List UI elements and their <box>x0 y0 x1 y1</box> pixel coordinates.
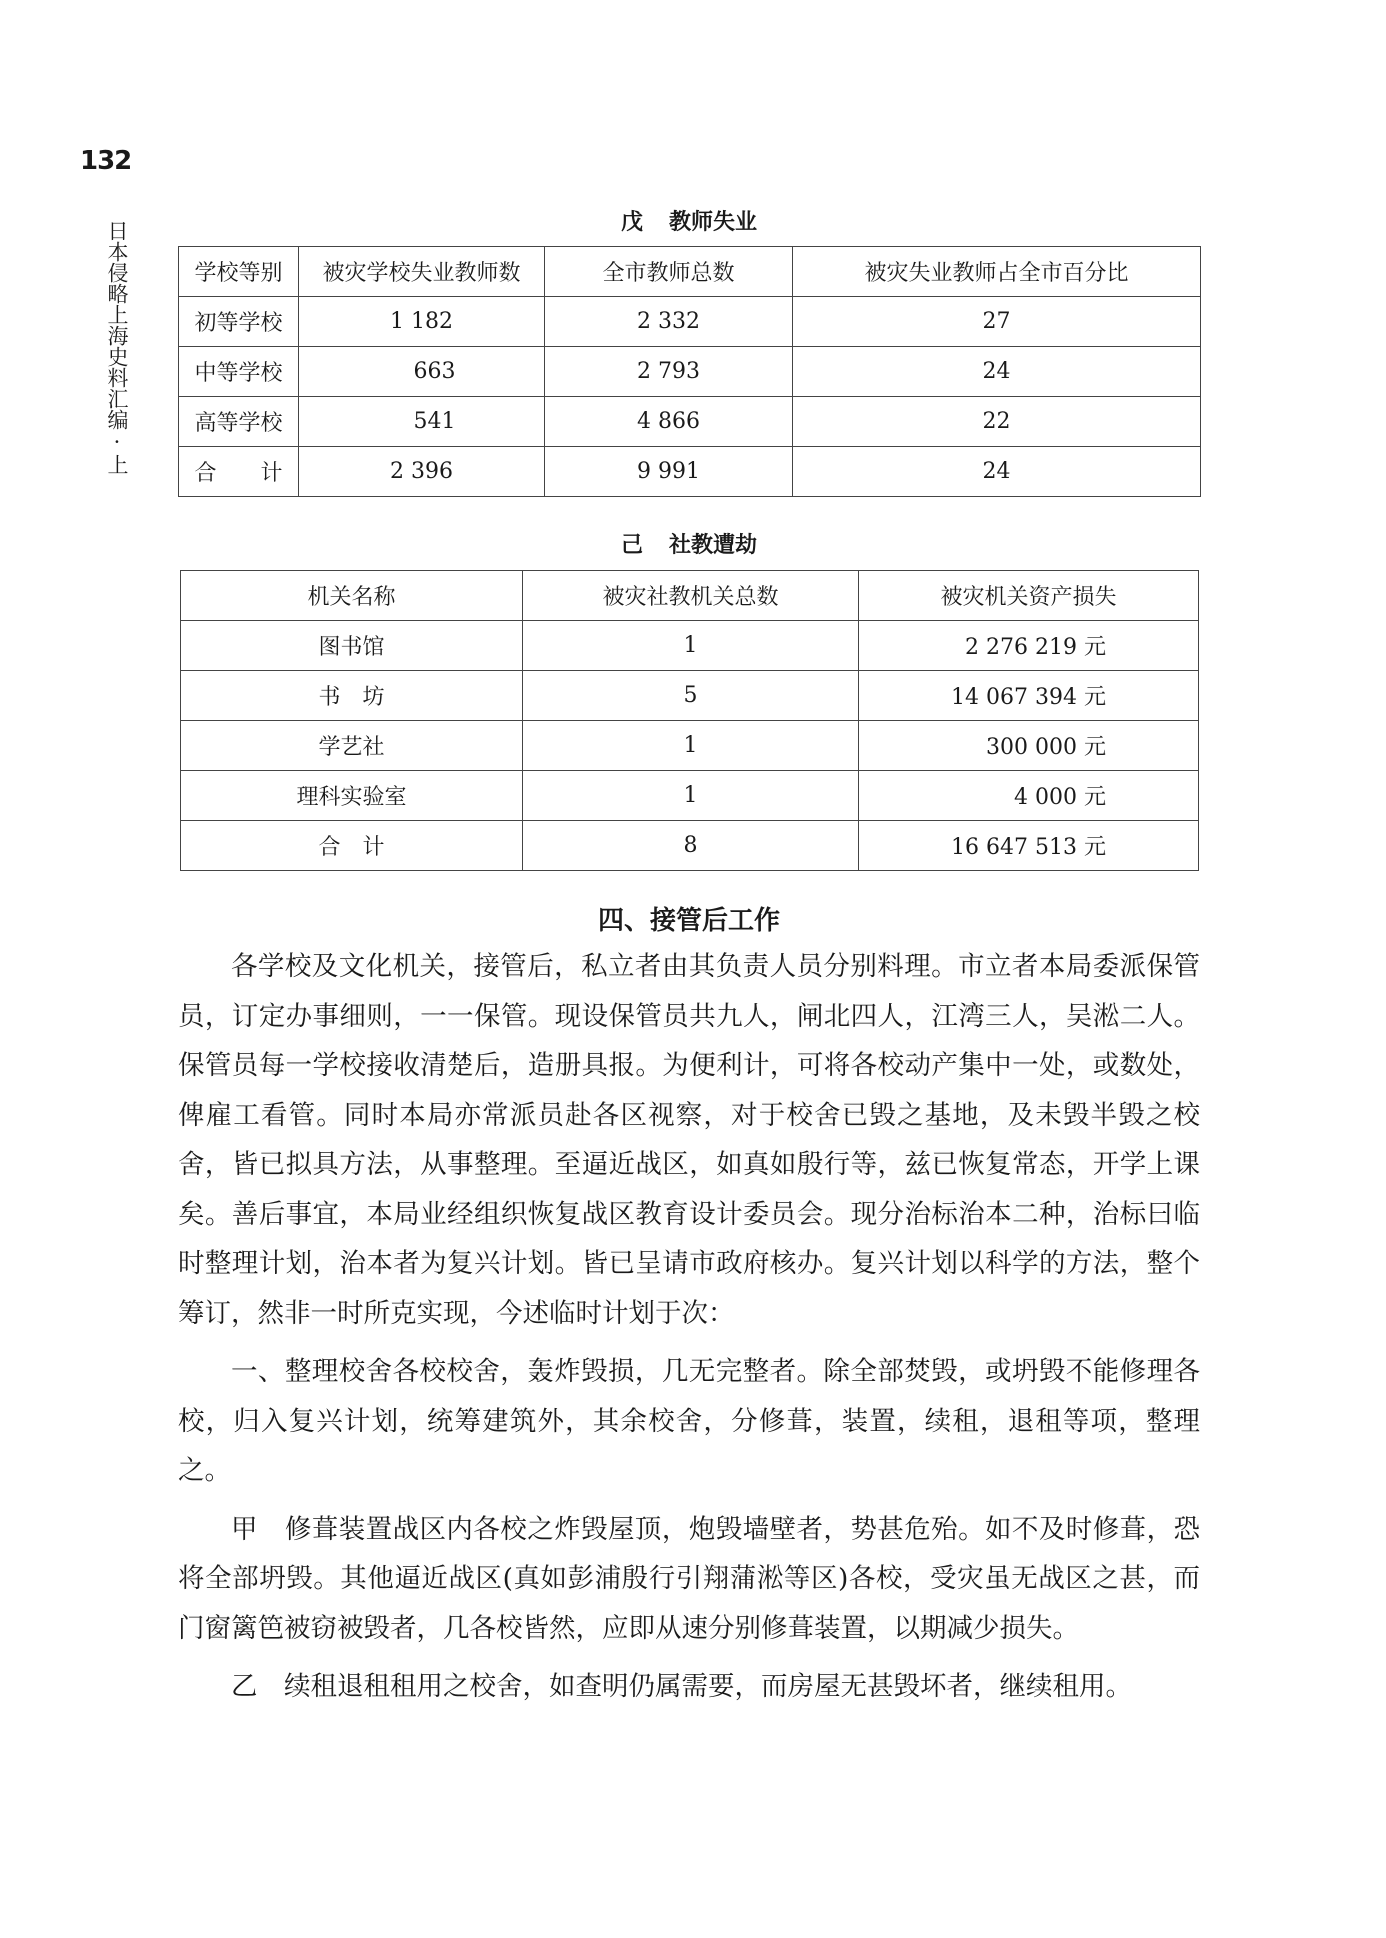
table-cell: 高等学校 <box>179 397 299 447</box>
table-caption-ji <box>178 528 1200 559</box>
table-cell: 22 <box>793 397 1201 447</box>
teacher-unemployment-table <box>178 246 1201 497</box>
body-text <box>178 942 1200 1721</box>
table-cell: 图书馆 <box>181 621 523 671</box>
paragraph: 甲 修葺装置战区内各校之炸毁屋顶，炮毁墙壁者，势甚危殆。如不及时修葺，恐将全部坍毁。其他逼近战区(真如彭浦殷行引翔蒲淞等区)各校，受灾虽无战区之甚，而门窗篱笆被窃被毁者，几各校皆然，应即从速分别修葺装置，以期减少损失。 <box>178 1513 1200 1644</box>
table-cell: 2 396 <box>299 447 545 497</box>
table-cell: 中等学校 <box>179 347 299 397</box>
table-row-total <box>181 821 1199 871</box>
table-cell: 2 332 <box>545 297 793 347</box>
page-number: 132 <box>80 146 132 176</box>
table-cell: 5 <box>523 671 859 721</box>
table-cell: 16 647 513 元 <box>859 821 1199 871</box>
table-row <box>181 621 1199 671</box>
table-cell: 理科实验室 <box>181 771 523 821</box>
caption-title: 社教遭劫 <box>669 533 758 558</box>
caption-label: 戊 <box>620 210 643 235</box>
table-cell: 1 <box>523 771 859 821</box>
section-heading: 四、接管后工作 <box>597 906 780 936</box>
table-cell: 14 067 394 元 <box>859 671 1199 721</box>
table-cell: 24 <box>793 347 1201 397</box>
table-cell: 合 计 <box>179 447 299 497</box>
table-row <box>181 671 1199 721</box>
table-cell: 24 <box>793 447 1201 497</box>
table-cell: 1 182 <box>299 297 545 347</box>
table-cell: 8 <box>523 821 859 871</box>
table-cell: 学艺社 <box>181 721 523 771</box>
table-cell: 书 坊 <box>181 671 523 721</box>
table-cell: 27 <box>793 297 1201 347</box>
table-row <box>179 397 1201 447</box>
table-row <box>181 771 1199 821</box>
table-cell: 2 793 <box>545 347 793 397</box>
column-header: 被灾学校失业教师数 <box>299 247 545 297</box>
column-header: 被灾机关资产损失 <box>859 571 1199 621</box>
caption-title: 教师失业 <box>669 210 758 235</box>
caption-label: 己 <box>620 533 643 558</box>
table-cell: 1 <box>523 721 859 771</box>
column-header: 被灾社教机关总数 <box>523 571 859 621</box>
table-cell: 初等学校 <box>179 297 299 347</box>
paragraph: 乙 续租退租租用之校舍，如查明仍属需要，而房屋无甚毁坏者，继续租用。 <box>231 1671 1132 1702</box>
table-cell: 合 计 <box>181 821 523 871</box>
paragraph: 一、整理校舍各校校舍，轰炸毁损，几无完整者。除全部焚毁，或坍毁不能修理各校，归入复兴计划，统筹建筑外，其余校舍，分修葺，装置，续租，退租等项，整理之。 <box>178 1356 1200 1486</box>
table-caption-wu <box>178 205 1200 236</box>
table-cell: 9 991 <box>545 447 793 497</box>
running-head: 日本侵略上海史料汇编·上 <box>105 220 129 475</box>
table-header-row <box>179 247 1201 297</box>
table-cell: 663 <box>299 347 545 397</box>
table-cell: 2 276 219 元 <box>859 621 1199 671</box>
table-cell: 4 866 <box>545 397 793 447</box>
paragraph: 各学校及文化机关，接管后，私立者由其负责人员分别料理。市立者本局委派保管员，订定办事细则，一一保管。现设保管员共九人，闸北四人，江湾三人，吴淞二人。保管员每一学校接收清楚后，造册具报。为便利计，可将各校动产集中一处，或数处，俾雇工看管。同时本局亦常派员赴各区视察，对于校舍已毁之基地，及未毁半毁之校舍，皆已拟具方法，从事整理。至逼近战区，如真如殷行等，兹已恢复常态，开学上课矣。善后事宜，本局业经组织恢复战区教育设计委员会。现分治标治本二种，治标曰临时整理计划，治本者为复兴计划。皆已呈请市政府核办。复兴计划以科学的方法，整个筹订，然非一时所克实现，今述临时计划于次： <box>178 951 1200 1329</box>
table-cell: 1 <box>523 621 859 671</box>
column-header: 被灾失业教师占全市百分比 <box>793 247 1201 297</box>
table-row <box>179 347 1201 397</box>
column-header: 机关名称 <box>181 571 523 621</box>
column-header: 全市教师总数 <box>545 247 793 297</box>
table-cell: 541 <box>299 397 545 447</box>
table-row <box>179 297 1201 347</box>
table-cell: 4 000 元 <box>859 771 1199 821</box>
social-education-table <box>180 570 1199 871</box>
table-row <box>181 721 1199 771</box>
column-header: 学校等别 <box>179 247 299 297</box>
table-header-row <box>181 571 1199 621</box>
table-row-total <box>179 447 1201 497</box>
table-cell: 300 000 元 <box>859 721 1199 771</box>
